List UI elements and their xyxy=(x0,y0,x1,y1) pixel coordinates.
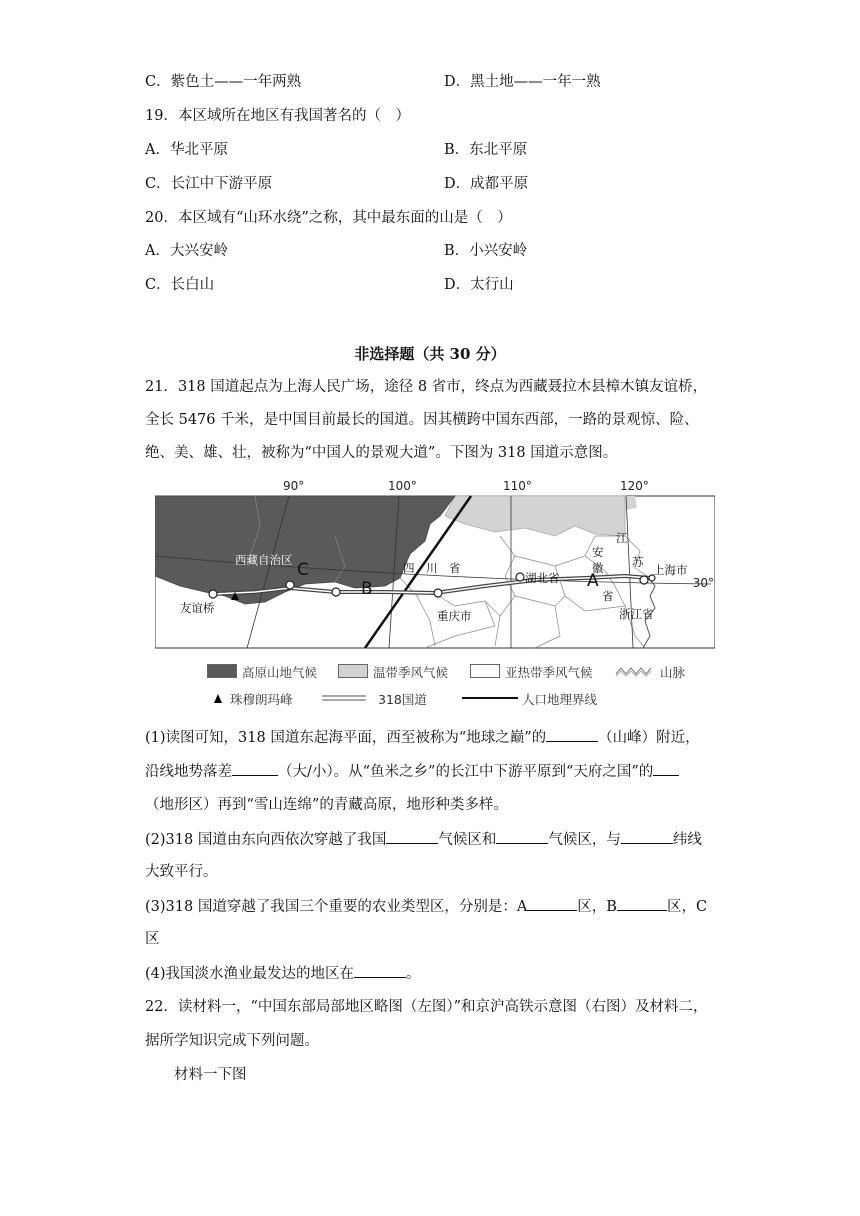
city-marker xyxy=(286,581,294,589)
marker-b: B xyxy=(361,579,373,599)
label-xizang: 西藏自治区 xyxy=(235,553,293,567)
section-title: 非选择题（共 30 分） xyxy=(354,345,506,363)
label-zhejiang: 浙江省 xyxy=(619,607,654,621)
q19-option-b: B．东北平原 xyxy=(444,142,528,158)
road-legend-icon xyxy=(322,692,366,704)
lat-label-30: 30° xyxy=(692,576,714,590)
answer-blank[interactable] xyxy=(617,896,667,911)
label-shanghai: 上海市 xyxy=(653,563,688,577)
route-318-map xyxy=(155,478,715,650)
answer-blank[interactable] xyxy=(527,896,577,911)
legend-hu-line: 人口地理界线 xyxy=(522,692,598,707)
boundary-legend-icon xyxy=(462,692,518,704)
q21-sub3-line1: (3)318 国道穿越了我国三个重要的农业类型区，分别是：A 区，B 区，C xyxy=(145,896,707,917)
lon-label-90: 90° xyxy=(283,479,305,493)
q21-para-line-2: 全长 5476 千米，是中国目前最长的国道。因其横跨中国东西部，一路的景观惊、险、 xyxy=(145,412,699,428)
q21-sub4: (4)我国淡水渔业最发达的地区在 。 xyxy=(145,963,421,984)
city-marker xyxy=(332,588,340,596)
marker-a: A xyxy=(587,571,599,591)
lon-label-110: 110° xyxy=(503,479,532,493)
city-marker xyxy=(516,573,524,581)
q22-para-line-2: 据所学知识完成下列问题。 xyxy=(145,1033,319,1049)
legend-road-318: 318国道 xyxy=(378,692,427,707)
label-sheng: 省 xyxy=(602,589,614,603)
label-anhui-1: 安 xyxy=(592,545,604,559)
everest-legend-icon xyxy=(213,692,223,704)
answer-blank[interactable] xyxy=(354,963,406,978)
q21-sub2-line2: 大致平行。 xyxy=(145,864,218,880)
lon-label-120: 120° xyxy=(620,479,649,493)
q22-para-line-1: 22．读材料一，“中国东部局部地区略图（左图）”和京沪高铁示意图（右图）及材料二， xyxy=(145,999,708,1015)
q21-sub2-line1: (2)318 国道由东向西依次穿越了我国 气候区和 气候区，与 纬线 xyxy=(145,829,702,850)
q19-option-c: C．长江中下游平原 xyxy=(145,176,273,192)
legend-mountain: 山脉 xyxy=(660,665,686,680)
answer-blank[interactable] xyxy=(546,727,598,742)
label-sichuan: 四 川 省 xyxy=(403,561,461,575)
q18-option-c: C．紫色土——一年两熟 xyxy=(145,74,302,90)
q20-option-d: D．太行山 xyxy=(444,277,514,293)
label-su: 苏 xyxy=(632,555,644,569)
marker-c: C xyxy=(297,560,309,580)
q19-option-a: A．华北平原 xyxy=(145,142,228,158)
q21-sub1-line2: 沿线地势落差 （大/小）。从“鱼米之乡”的长江中下游平原到“天府之国”的 xyxy=(145,761,679,782)
lon-label-100: 100° xyxy=(388,479,417,493)
legend-swatch-plateau xyxy=(207,664,237,678)
label-anhui-2: 徽 xyxy=(592,561,604,575)
q21-para-line-3: 绝、美、雄、壮，被称为“中国人的景观大道”。下图为 318 国道示意图。 xyxy=(145,445,618,461)
city-marker xyxy=(209,590,217,598)
q21-para-line-1: 21．318 国道起点为上海人民广场，途径 8 省市，终点为西藏聂拉木县樟木镇友谊桥， xyxy=(145,379,708,395)
answer-blank[interactable] xyxy=(621,829,673,844)
legend-subtropical: 亚热带季风气候 xyxy=(505,665,593,680)
mountain-icon xyxy=(614,664,654,678)
label-hubei: 湖北省 xyxy=(525,571,560,585)
q18-option-d: D．黑土地——一年一熟 xyxy=(444,74,601,90)
legend-everest: 珠穆朗玛峰 xyxy=(230,692,293,707)
q19-option-d: D．成都平原 xyxy=(444,176,529,192)
q21-sub1-line1: (1)读图可知，318 国道东起海平面，西至被称为“地球之巅”的 （山峰）附近， xyxy=(145,727,700,748)
label-youyiqiao: 友谊桥 xyxy=(180,601,215,615)
answer-blank[interactable] xyxy=(496,829,548,844)
answer-blank[interactable] xyxy=(232,761,278,776)
label-chongqing: 重庆市 xyxy=(437,609,472,623)
answer-blank[interactable] xyxy=(653,761,679,776)
q22-material-label: 材料一下图 xyxy=(174,1067,247,1083)
legend-swatch-temperate xyxy=(338,664,368,678)
q21-sub3-line2: 区 xyxy=(145,931,160,947)
legend-temperate: 温带季风气候 xyxy=(373,665,449,680)
city-marker xyxy=(640,576,648,584)
q20-stem: 20．本区域有“山环水绕”之称，其中最东面的山是（ ） xyxy=(145,210,512,226)
q20-option-a: A．大兴安岭 xyxy=(145,243,228,259)
q19-stem: 19．本区域所在地区有我国著名的（ ） xyxy=(145,108,410,124)
legend-swatch-subtropical xyxy=(470,664,500,678)
city-marker xyxy=(434,589,442,597)
q20-option-c: C．长白山 xyxy=(145,277,215,293)
q20-option-b: B．小兴安岭 xyxy=(444,243,528,259)
answer-blank[interactable] xyxy=(386,829,438,844)
legend-plateau: 高原山地气候 xyxy=(242,665,318,680)
label-jiang: 江 xyxy=(616,531,628,545)
q21-sub1-line3: （地形区）再到“雪山连绵”的青藏高原，地形种类多样。 xyxy=(145,797,508,813)
